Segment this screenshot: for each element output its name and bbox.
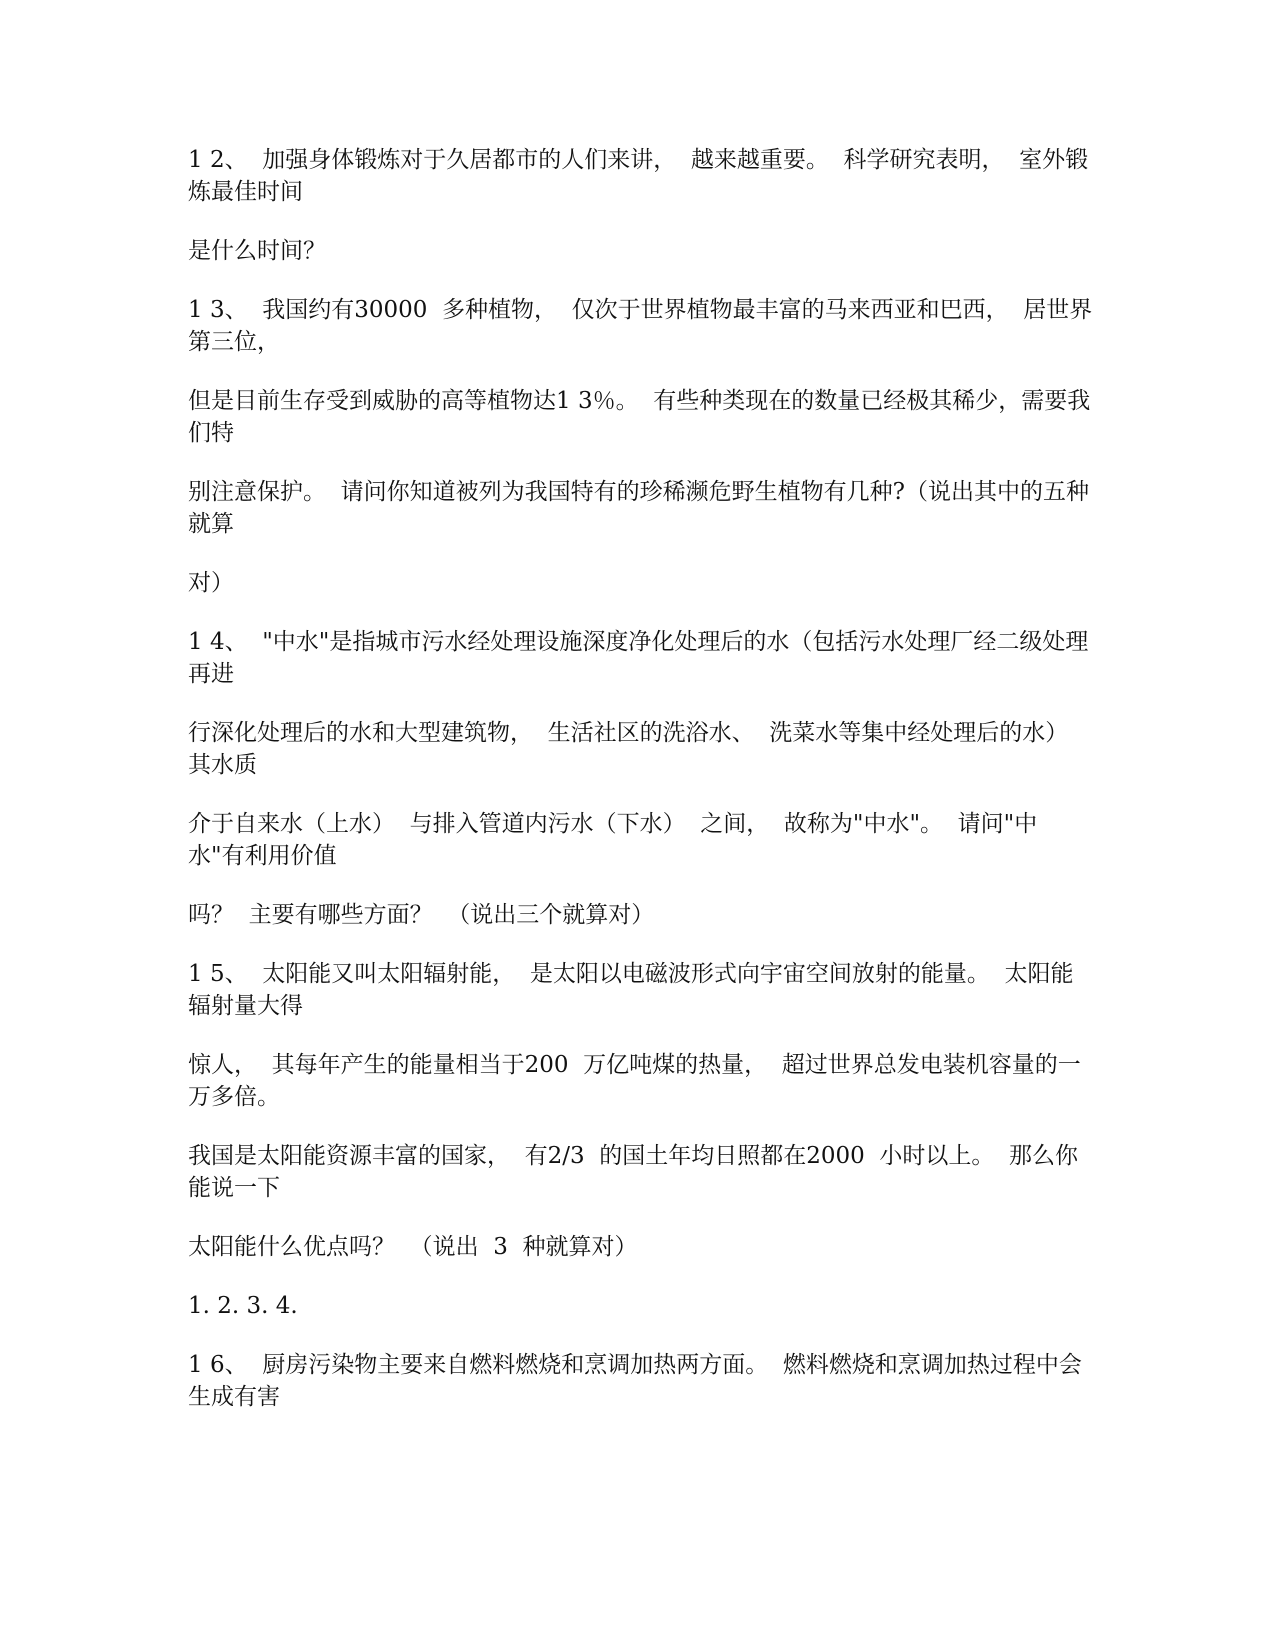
paragraph-q16: 1 6、 厨房污染物主要来自燃料燃烧和烹调加热两方面。 燃料燃烧和烹调加热过程中会生成有害 <box>188 1352 1082 1410</box>
paragraph-q15-cont-1: 惊人， 其每年产生的能量相当于200 万亿吨煤的热量， 超过世界总发电装机容量的一万多倍。 <box>188 1052 1081 1110</box>
paragraph-q13-cont-2: 别注意保护。 请问你知道被列为我国特有的珍稀濒危野生植物有几种?（说出其中的五种就算 <box>188 479 1089 537</box>
paragraph-q15-cont-3: 太阳能什么优点吗？ （说出 3 种就算对） <box>188 1234 638 1260</box>
paragraph-q12-cont: 是什么时间？ <box>188 238 326 264</box>
paragraph-q15: 1 5、 太阳能又叫太阳辐射能， 是太阳以电磁波形式向宇宙空间放射的能量。 太阳能辐射量大得 <box>188 961 1074 1019</box>
paragraph-q13-cont-1: 但是目前生存受到威胁的高等植物达1 3％。 有些种类现在的数量已经极其稀少，需要我们特 <box>188 388 1091 446</box>
paragraph-q12: 1 2、 加强身体锻炼对于久居都市的人们来讲， 越来越重要。 科学研究表明， 室外锻炼最佳时间 <box>188 147 1089 205</box>
paragraph-q14-cont-2: 介于自来水（上水） 与排入管道内污水（下水） 之间， 故称为"中水"。 请问"中水"有利用价值 <box>188 811 1038 869</box>
paragraph-q14-cont-3: 吗？ 主要有哪些方面？ （说出三个就算对） <box>188 902 655 928</box>
paragraph-q13: 1 3、 我国约有30000 多种植物， 仅次于世界植物最丰富的马来西亚和巴西， 居世界第三位， <box>188 297 1093 355</box>
paragraph-q13-cont-3: 对） <box>188 570 234 596</box>
paragraph-q14-cont-1: 行深化处理后的水和大型建筑物， 生活社区的洗浴水、 洗菜水等集中经处理后的水） 其水质 <box>188 720 1083 778</box>
document-body <box>188 144 1093 1440</box>
paragraph-q14: 1 4、 "中水"是指城市污水经处理设施深度净化处理后的水（包括污水处理厂经二级处理再进 <box>188 629 1089 687</box>
paragraph-answer-numbers: 1. 2. 3. 4. <box>188 1293 298 1319</box>
paragraph-q15-cont-2: 我国是太阳能资源丰富的国家， 有2/3 的国土年均日照都在2000 小时以上。 那么你能说一下 <box>188 1143 1079 1201</box>
